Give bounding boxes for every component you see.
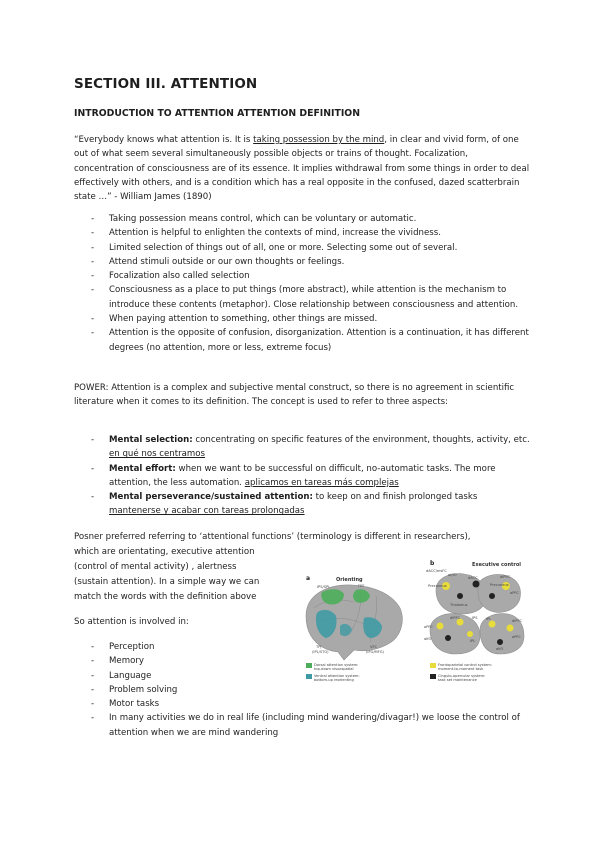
list-item: - Consciousness as a place to put things (more abstract), while attention is the mechanism to introduce these contents (metaphor). Close relationship between consciousness and attention. bbox=[74, 283, 530, 312]
legend-dorsal-2: top-down visuospatial bbox=[314, 667, 354, 671]
label-vfc: VFC bbox=[370, 645, 378, 649]
panel-a-label: a bbox=[306, 575, 311, 582]
legend-dorsal-1: Dorsal attention system: bbox=[314, 663, 359, 667]
aspect-term: Mental selection: bbox=[109, 435, 193, 445]
label-dacc: dACC bbox=[468, 576, 478, 580]
legend-swatch-frontoparietal bbox=[430, 663, 436, 668]
quote-start: “Everybody knows what attention is. It is bbox=[74, 135, 254, 145]
list-item bbox=[74, 433, 530, 462]
legend-cingulo-2: task set maintenance bbox=[438, 678, 477, 682]
label-aifo-right: aIfO bbox=[496, 647, 504, 651]
label-dlpfc-top: dlPFC bbox=[500, 575, 511, 579]
orienting-title: Orienting bbox=[336, 577, 363, 583]
list-item: - Memory bbox=[74, 654, 530, 668]
label-dlpfc-mid: dlPFC bbox=[450, 616, 461, 620]
label-apfc-left: aPFC bbox=[424, 625, 433, 629]
list-item: - Attention is the opposite of confusion, disorganization. Attention is a continuation, it has different degrees (no attention, more or less, extreme focus) bbox=[74, 326, 530, 355]
quote-rest: , in clear and vivid form, of one out of what seem several simultaneously possible objects or trains of thought. Focalization, concentration of consciousness are of its essence. It implies withdrawal from some things in order to deal effectively with others, and is a condition which has a real opposite in the confused, dazed scatterbrain state …” - William James (1890) bbox=[74, 135, 530, 203]
legend-frontoparietal-2: moment-to-moment task bbox=[438, 667, 484, 671]
aspect-note: mantenerse y acabar con tareas prolongadas bbox=[109, 506, 305, 517]
aspect-desc: when we want to be successful on difficult, no-automatic tasks. The more attention, the less automation. bbox=[109, 463, 496, 488]
list-item bbox=[74, 462, 530, 491]
posner-line-5: match the words with the definition above bbox=[74, 592, 257, 602]
aspect-note: en qué nos centramos bbox=[109, 449, 206, 460]
label-ips: IPS bbox=[472, 616, 478, 620]
list-item: - Taking possession means control, which can be voluntary or automatic. bbox=[74, 212, 530, 226]
legend-swatch-dorsal bbox=[306, 663, 312, 668]
list-item: - Language bbox=[74, 669, 530, 683]
executive-control-title: Executive control bbox=[472, 562, 522, 568]
label-ipl-right: IPL bbox=[486, 617, 492, 621]
involved-intro: So attention is involved in: bbox=[74, 617, 189, 627]
posner-line-1: Posner preferred referring to ‘attentional functions’ (terminology is different in researchers), bbox=[74, 532, 471, 542]
list-item: - In many activities we do in real life (including mind wandering/divagar!) we loose the control of attention when we are mind wandering bbox=[74, 711, 530, 740]
legend-swatch-cingulo bbox=[430, 674, 436, 679]
aspect-desc: to keep on and finish prolonged tasks bbox=[312, 492, 478, 503]
aspects-list bbox=[74, 433, 530, 519]
label-ifg-mfg: (IFG/MFG) bbox=[366, 650, 384, 654]
section-title: SECTION III. ATTENTION bbox=[74, 76, 258, 92]
list-item: - Perception bbox=[74, 640, 530, 654]
list-item bbox=[74, 490, 530, 519]
label-dlpfc-right: dlPFC bbox=[512, 619, 523, 623]
label-apfc-right: aPFC bbox=[512, 635, 521, 639]
label-precuneus: Precuneus bbox=[428, 584, 447, 588]
label-ips-spl: IPS/SPL bbox=[317, 585, 331, 589]
list-item: - Motor tasks bbox=[74, 697, 530, 711]
legend-frontoparietal-1: Frontoparietal control system: bbox=[438, 663, 493, 667]
label-precuneus-right: Precuneus bbox=[490, 583, 509, 587]
label-apfc-top: aPFC bbox=[510, 591, 519, 595]
aspect-desc: concentrating on specific features of the environment, thoughts, activity, etc. bbox=[192, 435, 530, 445]
list-item: - Attend stimuli outside or our own thoughts or feelings. bbox=[74, 255, 530, 269]
subtitle: INTRODUCTION TO ATTENTION ATTENTION DEFINITION bbox=[74, 108, 360, 119]
list-item: - When paying attention to something, other things are missed. bbox=[74, 312, 530, 326]
legend-ventral-2: bottom-up reorienting bbox=[314, 678, 354, 682]
list-item: - Attention is helpful to enlighten the contexts of mind, increase the vividness. bbox=[74, 226, 530, 240]
label-thalamus: Thalamus bbox=[450, 603, 468, 607]
legend-cingulo-1: Cingulo-opercular system: bbox=[438, 674, 486, 678]
label-ai-fo: aI/fO bbox=[448, 573, 457, 577]
list-item: - Focalization also called selection bbox=[74, 269, 530, 283]
power-paragraph: POWER: Attention is a complex and subjective mental construct, so there is no agreement in scientific literature when it comes to its definition. The concept is used to refer to three aspects: bbox=[74, 383, 515, 408]
attention-networks-figure bbox=[300, 556, 525, 726]
aspect-note: aplicamos en tareas más complejas bbox=[244, 477, 399, 488]
panel-b-label: b bbox=[430, 560, 435, 567]
label-dacc-msfc: dACC/msFC bbox=[426, 569, 447, 573]
label-ipl-left: IPL bbox=[470, 639, 476, 643]
legend-swatch-ventral bbox=[306, 674, 312, 679]
posner-line-4: (sustain attention). In a simple way we can bbox=[74, 577, 260, 587]
label-tpj: TPJ bbox=[316, 645, 322, 649]
quote-underlined: taking possession by the mind bbox=[253, 135, 385, 145]
james-quote bbox=[74, 133, 530, 204]
legend-ventral-1: Ventral attention system: bbox=[314, 674, 360, 678]
label-fef: FEF bbox=[358, 584, 365, 588]
label-ipl-stg: (IPL/STG) bbox=[312, 650, 329, 654]
definition-points-list bbox=[74, 212, 530, 355]
aspect-term: Mental effort: bbox=[109, 463, 176, 474]
posner-line-3: (control of mental activity) , alertness bbox=[74, 562, 237, 572]
posner-line-2: which are orientating, executive attention bbox=[74, 547, 255, 557]
list-item: - Limited selection of things out of all, one or more. Selecting some out of several. bbox=[74, 241, 530, 255]
label-aifo-left: aIfO bbox=[424, 637, 432, 641]
list-item: - Problem solving bbox=[74, 683, 530, 697]
aspect-term: Mental perseverance/sustained attention: bbox=[109, 492, 313, 503]
